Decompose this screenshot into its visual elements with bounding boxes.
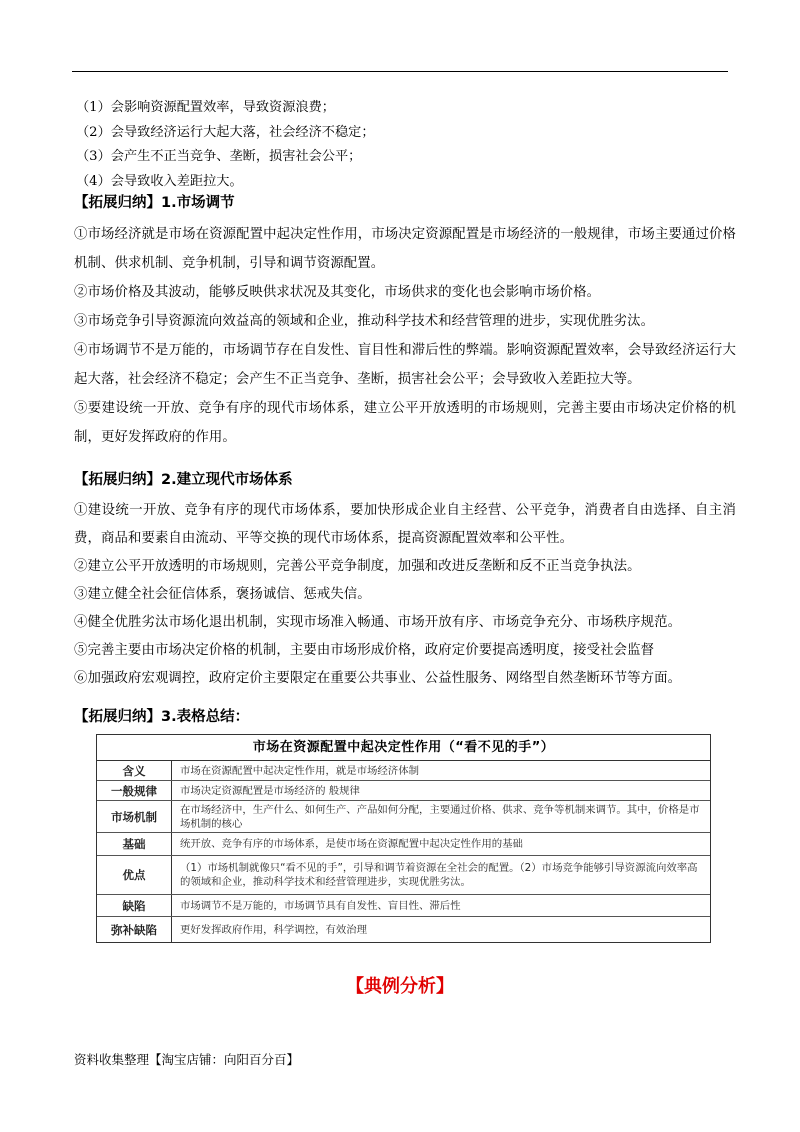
row-label: 市场机制 [97, 801, 172, 832]
row-label: 优点 [97, 856, 172, 894]
list-item: （2）会导致经济运行大起大落，社会经济不稳定； [76, 124, 375, 140]
section-modern-market-system [74, 467, 736, 693]
row-label: 一般规律 [97, 781, 172, 800]
row-label: 含义 [97, 761, 172, 780]
paragraph: ②市场价格及其波动，能够反映供求状况及其变化，市场供求的变化也会影响市场价格。 [74, 285, 601, 300]
table-row [97, 781, 710, 801]
table-row [97, 801, 710, 833]
consequence-list [76, 96, 736, 194]
paragraph: ①建设统一开放、竞争有序的现代市场体系，要加快形成企业自主经营、公平竞争，消费者自由选择、自主消费，商品和要素自由流动、平等交换的现代市场体系，提高资源配置效率和公平性。 [74, 503, 736, 546]
table-row [97, 895, 710, 917]
row-text: 市场决定资源配置是市场经济的 般规律 [180, 784, 360, 797]
paragraph: ②建立公平开放透明的市场规则，完善公平竞争制度，加强和改进反垄断和反不正当竞争执法。 [74, 559, 641, 574]
footer-source: 资料收集整理【淘宝店铺：向阳百分百】 [74, 1052, 300, 1067]
row-text: 在市场经济中，生产什么、如何生产、产品如何分配，主要通过价格、供求、竞争等机制来调节。其中，价格是市场机制的核心 [180, 803, 700, 830]
paragraph: ⑤要建设统一开放、竞争有序的现代市场体系，建立公平开放透明的市场规则，完善主要由市场决定价格的机制，更好发挥政府的作用。 [74, 401, 736, 445]
paragraph: ⑤完善主要由市场决定价格的机制，主要由市场形成价格，政府定价要提高透明度，接受社会监督 [74, 643, 655, 658]
summary-table [96, 734, 711, 943]
paragraph: ③市场竞争引导资源流向效益高的领域和企业，推动科学技术和经营管理的进步，实现优胜劣汰。 [74, 314, 655, 329]
row-text: （1）市场机制就像只“看不见的手”，引导和调节着资源在全社会的配置。（2）市场竞争能够引导资源流向效率高的领域和企业，推动科学技术和经营管理进步，实现优胜劣汰。 [180, 862, 698, 888]
header-rule [72, 71, 728, 72]
list-item: （3）会产生不正当竞争、垄断，损害社会公平； [76, 149, 362, 164]
table-row [97, 917, 710, 943]
paragraph: ④市场调节不是万能的，市场调节存在自发性、盲目性和滞后性的弊端。影响资源配置效率，会导致经济运行大起大落，社会经济不稳定；会产生不正当竞争、垄断，损害社会公平；会导致收入差距拉大等。 [74, 343, 736, 387]
row-text: 市场调节不是万能的，市场调节具有自发性、盲目性、滞后性 [180, 899, 461, 912]
table-row [97, 833, 710, 856]
table-row [97, 761, 710, 781]
row-label: 弥补缺陷 [97, 917, 172, 943]
row-text: 统开放、竞争有序的市场体系，是使市场在资源配置中起决定性作用的基础 [180, 838, 523, 850]
paragraph: ①市场经济就是市场在资源配置中起决定性作用，市场决定资源配置是市场经济的一般规律，市场主要通过价格机制、供求机制、竞争机制，引导和调节资源配置。 [74, 227, 736, 271]
section-heading: 【拓展归纳】3.表格总结： [74, 709, 250, 725]
row-text: 更好发挥政府作用，科学调控，有效治理 [180, 924, 368, 936]
table-title: 市场在资源配置中起决定性作用（“看不见的手”） [97, 735, 710, 761]
paragraph: ③建立健全社会征信体系，褒扬诚信、惩戒失信。 [74, 587, 371, 602]
section-table-summary [74, 704, 736, 730]
row-text: 市场在资源配置中起决定性作用，就是市场经济体制 [180, 764, 419, 777]
list-item: （1）会影响资源配置效率，导致资源浪费； [76, 100, 335, 115]
paragraph: ④健全优胜劣汰市场化退出机制，实现市场准入畅通、市场开放有序、市场竞争充分、市场秩序规范。 [74, 615, 682, 630]
section-heading: 【拓展归纳】1.市场调节 [74, 195, 235, 211]
section-heading: 【拓展归纳】2.建立现代市场体系 [74, 472, 293, 488]
table-row [97, 856, 710, 895]
row-label: 缺陷 [97, 895, 172, 916]
section-market-regulation [74, 190, 736, 452]
row-label: 基础 [97, 833, 172, 855]
paragraph: ⑥加强政府宏观调控，政府定价主要限定在重要公共事业、公益性服务、网络型自然垄断环节等方面。 [74, 671, 682, 686]
example-analysis-title: 【典例分析】 [346, 976, 454, 997]
list-item: （4）会导致收入差距拉大。 [76, 173, 243, 189]
